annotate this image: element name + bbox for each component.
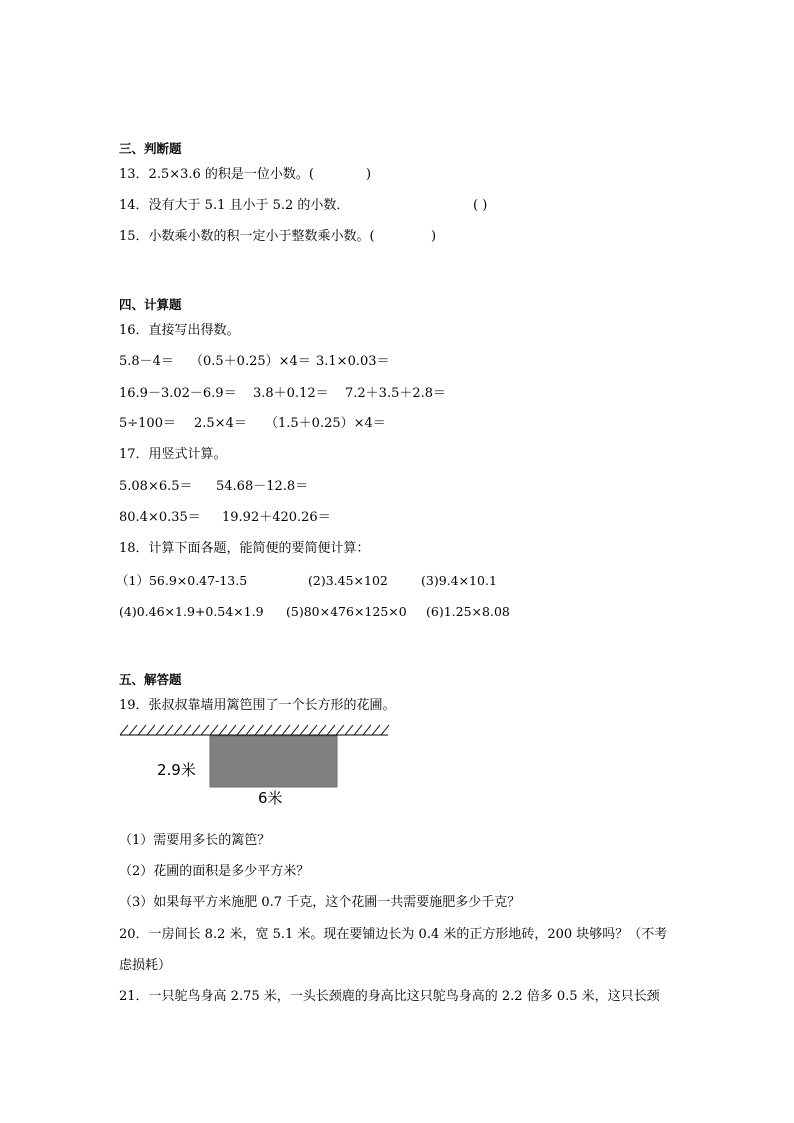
- section-title-solve: 五、解答题: [119, 672, 182, 687]
- calc-item: (4)0.46×1.9+0.54×1.9: [119, 604, 264, 619]
- garden-width-label: 2.9米: [157, 761, 196, 779]
- question-14: 14．没有大于 5.1 且小于 5.2 的小数．: [119, 198, 350, 213]
- calc-item: (6)1.25×8.08: [426, 604, 510, 619]
- question-15-answer-close: ): [431, 229, 437, 244]
- calc-item: (3)9.4×10.1: [421, 573, 497, 588]
- calc-item: 5÷100＝: [119, 416, 176, 431]
- calc-item: （0.5＋0.25）×4＝: [190, 354, 311, 369]
- question-19-part-2: （2）花圃的面积是多少平方米？: [119, 864, 310, 879]
- question-20-continued: 虑损耗）: [119, 958, 172, 973]
- question-15: 15．小数乘小数的积一定小于整数乘小数。(: [119, 229, 375, 244]
- question-17: 17．用竖式计算。: [119, 447, 227, 462]
- question-19-part-3: （3）如果每平方米施肥 0.7 千克，这个花圃一共需要施肥多少千克？: [119, 895, 521, 910]
- calc-item: (2)3.45×102: [308, 573, 388, 588]
- question-20: 20．一房间长 8.2 米，宽 5.1 米。现在要铺边长为 0.4 米的正方形地砖，200 块够吗？（不考: [119, 927, 668, 942]
- question-21: 21．一只鸵鸟身高 2.75 米，一头长颈鹿的身高比这只鸵鸟身高的 2.2 倍多 0.5 米，这只长颈: [119, 989, 660, 1004]
- calc-item: 5.08×6.5＝: [119, 479, 193, 494]
- question-14-answer-paren: ( ): [473, 198, 488, 213]
- question-18: 18．计算下面各题，能简便的要简便计算：: [119, 541, 370, 556]
- calc-item: （1）56.9×0.47-13.5: [116, 573, 248, 588]
- garden-rectangle: [210, 736, 337, 787]
- calc-item: 2.5×4＝: [194, 416, 247, 431]
- question-16: 16．直接写出得数。: [119, 323, 240, 338]
- calc-item: 5.8－4＝: [119, 354, 174, 369]
- question-19-part-1: （1）需要用多长的篱笆？: [119, 833, 271, 848]
- question-13: 13．2.5×3.6 的积是一位小数。(: [119, 167, 314, 182]
- wall-hatching: [120, 725, 389, 735]
- section-title-judge: 三、判断题: [119, 141, 182, 156]
- calc-item: 3.8＋0.12＝: [253, 386, 329, 401]
- calc-item: 19.92＋420.26＝: [222, 510, 331, 525]
- garden-length-label: 6米: [258, 789, 283, 807]
- garden-figure: [118, 724, 393, 790]
- calc-item: 16.9－3.02－6.9＝: [119, 386, 237, 401]
- section-title-calc: 四、计算题: [119, 297, 182, 312]
- calc-item: 80.4×0.35＝: [119, 510, 201, 525]
- question-13-answer-close: ): [366, 167, 372, 182]
- calc-item: (5)80×476×125×0: [286, 604, 407, 619]
- calc-item: 7.2＋3.5＋2.8＝: [345, 386, 447, 401]
- calc-item: 54.68－12.8＝: [216, 479, 309, 494]
- calc-item: （1.5＋0.25）×4＝: [265, 416, 386, 431]
- calc-item: 3.1×0.03＝: [316, 354, 390, 369]
- question-19: 19．张叔叔靠墙用篱笆围了一个长方形的花圃。: [119, 698, 396, 713]
